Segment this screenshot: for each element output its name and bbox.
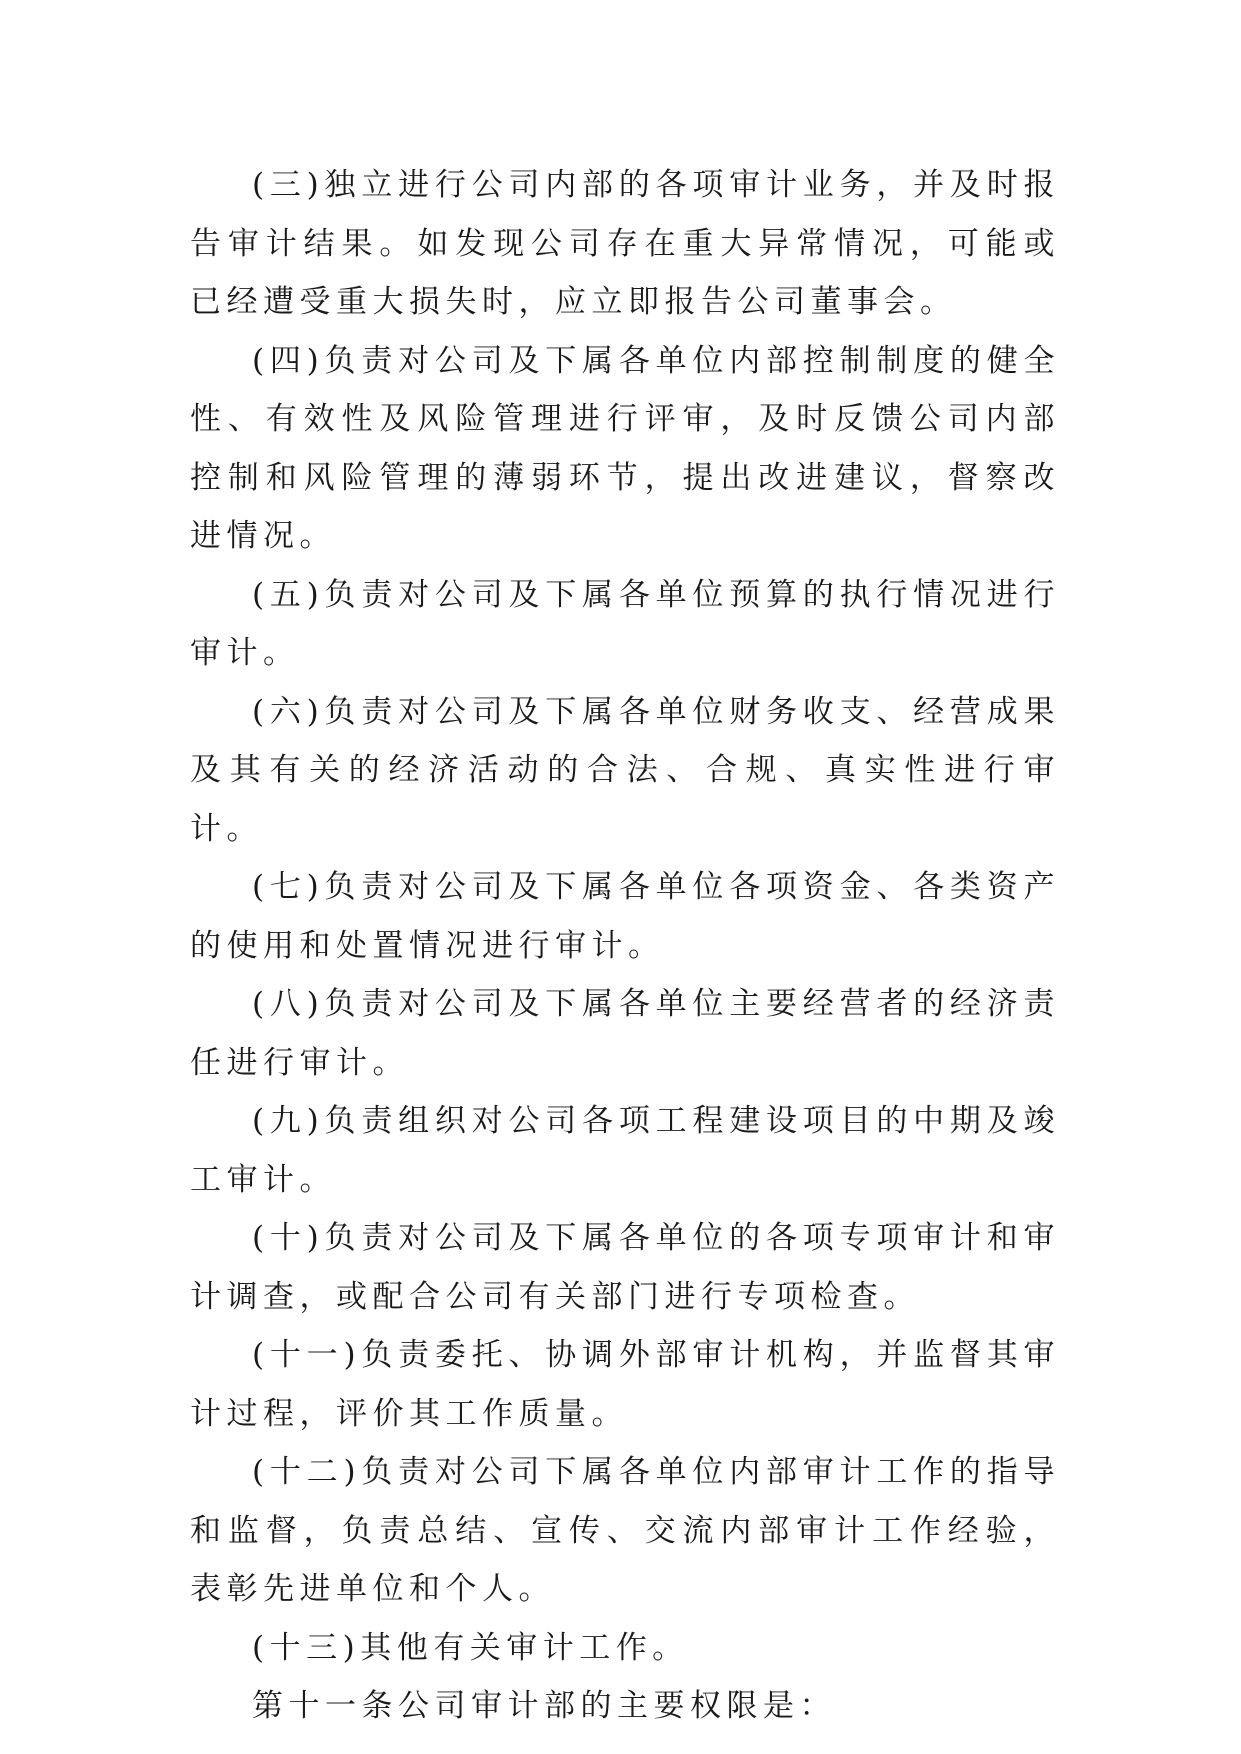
paragraph-6: (六)负责对公司及下属各单位财务收支、经营成果及其有关的经济活动的合法、合规、真实性进行审计。: [190, 693, 1060, 847]
paragraph-12: (十二)负责对公司下属各单位内部审计工作的指导和监督，负责总结、宣传、交流内部审计工作经验，表彰先进单位和个人。: [190, 1454, 1060, 1607]
paragraph-9: (九)负责组织对公司各项工程建设项目的中期及竣工审计。: [190, 1103, 1060, 1198]
paragraph-7: (七)负责对公司及下属各单位各项资金、各类资产的使用和处置情况进行审计。: [190, 869, 1060, 964]
paragraph-4: (四)负责对公司及下属各单位内部控制制度的健全性、有效性及风险管理进行评审，及时反馈公司内部控制和风险管理的薄弱环节，提出改进建议，督察改进情况。: [190, 342, 1060, 554]
article-11-heading: 第十一条公司审计部的主要权限是：: [252, 1688, 836, 1724]
paragraph-5: (五)负责对公司及下属各单位预算的执行情况进行审计。: [190, 576, 1060, 671]
paragraph-10: (十)负责对公司及下属各单位的各项专项审计和审计调查，或配合公司有关部门进行专项检查。: [190, 1220, 1060, 1315]
paragraph-13: (十三)其他有关审计工作。: [252, 1629, 689, 1666]
paragraph-8: (八)负责对公司及下属各单位主要经营者的经济责任进行审计。: [190, 986, 1060, 1081]
paragraph-3: (三)独立进行公司内部的各项审计业务，并及时报告审计结果。如发现公司存在重大异常情况，可能或已经遭受重大损失时，应立即报告公司董事会。: [190, 167, 1060, 320]
document-page: [190, 156, 1060, 1736]
paragraph-11: (十一)负责委托、协调外部审计机构，并监督其审计过程，评价其工作质量。: [190, 1337, 1060, 1432]
